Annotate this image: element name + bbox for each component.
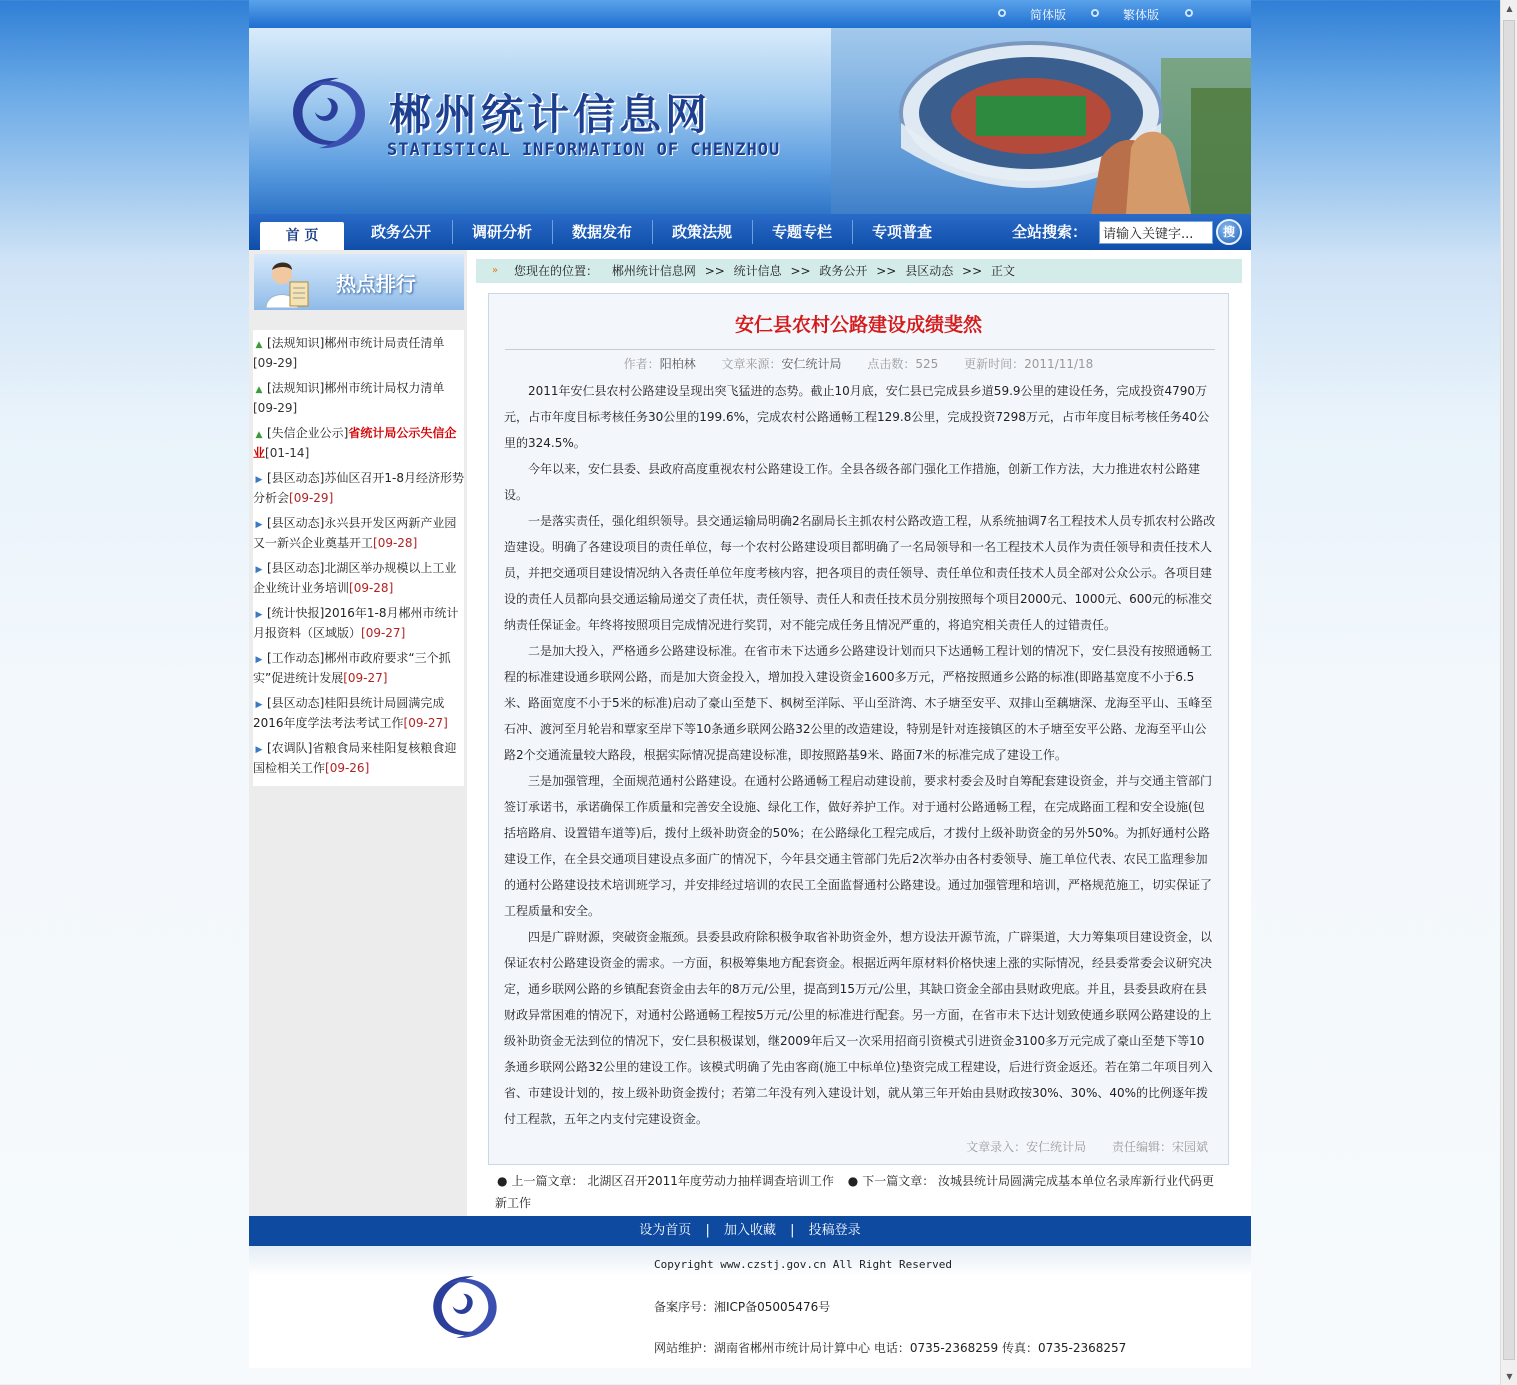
scroll-up-icon[interactable]: ▲	[1506, 4, 1513, 13]
triangle-right-icon: ▶	[255, 655, 263, 665]
bullet-icon	[998, 9, 1006, 17]
main-content	[467, 250, 1251, 1216]
nav-item-research[interactable]: 调研分析	[471, 223, 532, 241]
prev-next-links: ● 上一篇文章： 北湖区召开2011年度劳动力抽样调查培训工作 ● 下一篇文章： 汝城县统计局圆满完成基本单位名录库新行业代码更新工作	[495, 1174, 1215, 1210]
footer-logo-icon	[421, 1266, 509, 1348]
footer	[249, 1246, 1251, 1368]
hot-ranking-header	[254, 254, 464, 310]
triangle-right-icon: ▶	[255, 520, 263, 530]
list-item[interactable]: ▶ [县区动态]桂阳县统计局圆满完成2016年度学法考法考试工作[09-27]	[253, 696, 448, 730]
nav-item-census[interactable]: 专项普查	[871, 223, 932, 241]
paragraph: 今年以来，安仁县委、县政府高度重视农村公路建设工作。全县各级各部门强化工作措施，创新工作方法，大力推进农村公路建设。	[504, 462, 1201, 502]
list-item[interactable]: ▲ [法规知识]郴州市统计局权力清单 [09-29]	[253, 381, 445, 415]
paragraph: 四是广辟财源，突破资金瓶颈。县委县政府除积极争取省补助资金外，想方设法开源节流，广辟渠道，大力筹集项目建设资金，以保证农村公路建设资金的需求。一方面，积极筹集地方配套资金。根据近两年原材料价格快速上涨的实际情况，经县委常委会议研究决定，通乡联网公路的乡镇配套资金由去年的8万元/公里，提高到15万元/公里，其缺口资金全部由县财政兜底。并且，县委县政府在县财政异常困难的情况下，对通村公路通畅工程按5万元/公里的标准进行配套。另一方面，在省市未下达计划致使通乡联网公路建设的上级补助资金无法到位的情况下，安仁县积极谋划，继2009年后又一次采用招商引资模式引进资金3100多万元完成了豪山至楚下等10条通乡联网公路32公里的建设工作。该模式明确了先由客商(施工中标单位)垫资完成工程建设，后进行资金返还。若在第二年项目列入省、市建设计划的，按上级补助资金拨付；若第二年没有列入建设计划，就从第三年开始由县财政按30%、30%、40%的比例逐年拨付工程款，五年之内支付完建设资金。	[504, 930, 1213, 1126]
article	[488, 293, 1229, 1165]
site-name-en: STATISTICAL INFORMATION OF CHENZHOU	[387, 140, 781, 160]
article-footer: 文章录入：安仁统计局 责任编辑：宋园斌	[966, 1140, 1208, 1154]
nav-item-data[interactable]: 数据发布	[571, 223, 632, 241]
page	[249, 0, 1251, 1368]
list-item[interactable]: ▶ [工作动态]郴州市政府要求“三个抓实”促进统计发展[09-27]	[253, 651, 451, 685]
list-item[interactable]: ▶ [县区动态]苏仙区召开1-8月经济形势分析会[09-29]	[253, 471, 464, 505]
icp-record: 备案序号：湘ICP备05005476号	[654, 1300, 831, 1314]
triangle-right-icon: ▶	[255, 700, 263, 710]
top-bar	[249, 0, 1251, 28]
list-item[interactable]: ▲ [法规知识]郴州市统计局责任清单 [09-29]	[253, 336, 445, 370]
double-arrow-icon: »	[492, 265, 499, 276]
list-item[interactable]: ▶ [统计快报]2016年1-8月郴州市统计月报资料（区域版）[09-27]	[253, 606, 459, 640]
nav-item-special[interactable]: 专题专栏	[771, 223, 832, 241]
triangle-right-icon: ▶	[255, 745, 263, 755]
breadcrumb: » 您现在的位置： 郴州统计信息网 >> 统计信息 >> 政务公开 >> 县区动态 >> 正文	[476, 259, 1242, 283]
breadcrumb-current: 正文	[990, 264, 1015, 278]
paragraph: 三是加强管理，全面规范通村公路建设。在通村公路通畅工程启动建设前，要求村委会及时自筹配套建设资金，并与交通主管部门签订承诺书，承诺确保工作质量和完善安全设施、绿化工作，做好养护工作。对于通村公路通畅工程，在完成路面工程和安全设施(包括培路肩、设置错车道等)后，拨付上级补助资金的50%；在公路绿化工程完成后，才拨付上级补助资金的另外50%。为抓好通村公路建设工作，在全县交通项目建设点多面广的情况下，今年县交通主管部门先后2次举办由各村委领导、施工单位代表、农民工监理参加的通村公路建设技术培训班学习，并安排经过培训的农民工全面监督通村公路建设。通过加强管理和培训，严格规范施工，切实保证了工程质量和安全。	[504, 774, 1213, 918]
paragraph: 2011年安仁县农村公路建设呈现出突飞猛进的态势。截止10月底，安仁县已完成县乡道59.9公里的建设任务，完成投资4790万元，占市年度目标考核任务30公里的199.6%，完成农村公路通畅工程129.8公里，完成投资7298万元，占市年度目标考核任务40公里的324.5%。	[504, 384, 1210, 450]
copyright: Copyright www.czstj.gov.cn All Right Reserved	[654, 1258, 953, 1271]
scrollbar-thumb[interactable]	[1503, 20, 1515, 1360]
paragraph: 二是加大投入，严格通乡公路建设标准。在省市未下达通乡公路建设计划而只下达通畅工程计划的情况下，安仁县没有按照通畅工程的标准建设通乡联网公路，而是加大资金投入，增加投入建设资金1600多万元，严格按照通乡公路的标准(即路基宽度不小于6.5米、路面宽度不小于5米的标准)启动了豪山至楚下、枫树至洋际、平山至浒湾、木子塘至安平、双排山至藕塘深、龙海至平山、玉峰至石冲、渡河至月轮岩和覃家至岸下等10条通乡联网公路32公里的改造建设，特别是针对连接镇区的木子塘至安平公路、龙海至平山公路2个交通流量较大路段，根据实际情况提高建设标准，即按照路基9米、路面7米的标准完成了建设工作。	[504, 644, 1213, 762]
traditional-link[interactable]: 繁体版	[1123, 8, 1160, 22]
triangle-right-icon: ▶	[255, 565, 263, 575]
bullet-icon	[1091, 9, 1099, 17]
sidebar	[249, 250, 467, 1216]
submit-login-link[interactable]: 投稿登录	[808, 1223, 861, 1238]
breadcrumb-label: 您现在的位置：	[514, 264, 599, 278]
arrow-up-icon: ▲	[255, 340, 263, 350]
article-meta: 作者：阳柏林 文章来源：安仁统计局 点击数：525 更新时间：2011/11/18	[623, 357, 1094, 371]
nav-item-government[interactable]: 政务公开	[370, 223, 431, 241]
nav-item-home[interactable]: 首 页	[260, 222, 344, 250]
hot-ranking-list	[253, 330, 464, 786]
bullet-icon	[1185, 9, 1193, 17]
article-title: 安仁县农村公路建设成绩斐然	[734, 314, 982, 336]
simplified-link[interactable]: 简体版	[1030, 8, 1067, 22]
breadcrumb-link[interactable]: 统计信息	[733, 264, 782, 278]
breadcrumb-link[interactable]: 政务公开	[819, 264, 868, 278]
hot-ranking-title: 热点排行	[336, 272, 416, 296]
triangle-right-icon: ▶	[255, 610, 263, 620]
list-item[interactable]: ▶ [农调队]省粮食局来桂阳复核粮食迎国检相关工作[09-26]	[253, 741, 457, 775]
search-label: 全站搜索：	[1012, 223, 1088, 241]
arrow-up-icon: ▲	[255, 430, 263, 440]
paragraph: 一是落实责任，强化组织领导。县交通运输局明确2名副局长主抓农村公路改造工程，从系统抽调7名工程技术人员专抓农村公路改造建设。明确了各建设项目的责任单位，每一个农村公路建设项目都明确了一名局领导和一名工程技术人员作为责任领导和责任技术人员，并把交通项目建设情况纳入各责任单位年度考核内容，把各项目的责任领导、责任单位和责任技术人员全部对公众公示。各项目建设的责任人员都向县交通运输局递交了责任状，责任领导、责任人和责任技术员分别按照每个项目2000元、1000元、600元的标准交纳责任保证金。年终将按照项目完成情况进行奖罚，对不能完成任务且情况严重的，将追究相关责任人的过错责任。	[504, 514, 1216, 632]
list-item[interactable]: ▲ [失信企业公示]省统计局公示失信企业[01-14]	[253, 426, 457, 460]
site-logo-icon	[279, 68, 379, 158]
banner	[249, 28, 1251, 214]
avatar-icon	[262, 258, 312, 308]
set-homepage-link[interactable]: 设为首页	[639, 1223, 692, 1238]
add-favorite-link[interactable]: 加入收藏	[723, 1223, 776, 1238]
list-item[interactable]: ▶ [县区动态]北湖区举办规模以上工业企业统计业务培训[09-28]	[253, 561, 457, 595]
search-input[interactable]	[1099, 221, 1213, 244]
site-name: 郴州统计信息网	[389, 90, 712, 139]
prev-article-link[interactable]: 北湖区召开2011年度劳动力抽样调查培训工作	[587, 1174, 834, 1188]
breadcrumb-link[interactable]: 郴州统计信息网	[611, 264, 696, 278]
article-body	[504, 378, 1216, 1132]
scroll-down-icon[interactable]: ▼	[1506, 1372, 1513, 1381]
maintainer-info: 网站维护：湖南省郴州市统计局计算中心 电话：0735-2368259 传真：0735-2368257	[654, 1341, 1127, 1355]
triangle-right-icon: ▶	[255, 475, 263, 485]
breadcrumb-link[interactable]: 县区动态	[905, 264, 954, 278]
list-item[interactable]: ▶ [县区动态]永兴县开发区两新产业园又一新兴企业奠基开工[09-28]	[253, 516, 457, 550]
next-article-link[interactable]: 汝城县统计局圆满完成基本单位名录库新行业代码更新工作	[495, 1174, 1215, 1210]
search-button[interactable]: 搜	[1216, 219, 1242, 245]
window-scrollbar[interactable]	[1500, 0, 1517, 1385]
divider	[505, 349, 1215, 350]
nav-item-policy[interactable]: 政策法规	[671, 223, 732, 241]
main-nav	[249, 214, 1251, 250]
footer-nav: 设为首页 | 加入收藏 | 投稿登录	[249, 1216, 1251, 1246]
stadium-image	[831, 28, 1251, 214]
arrow-up-icon: ▲	[255, 385, 263, 395]
